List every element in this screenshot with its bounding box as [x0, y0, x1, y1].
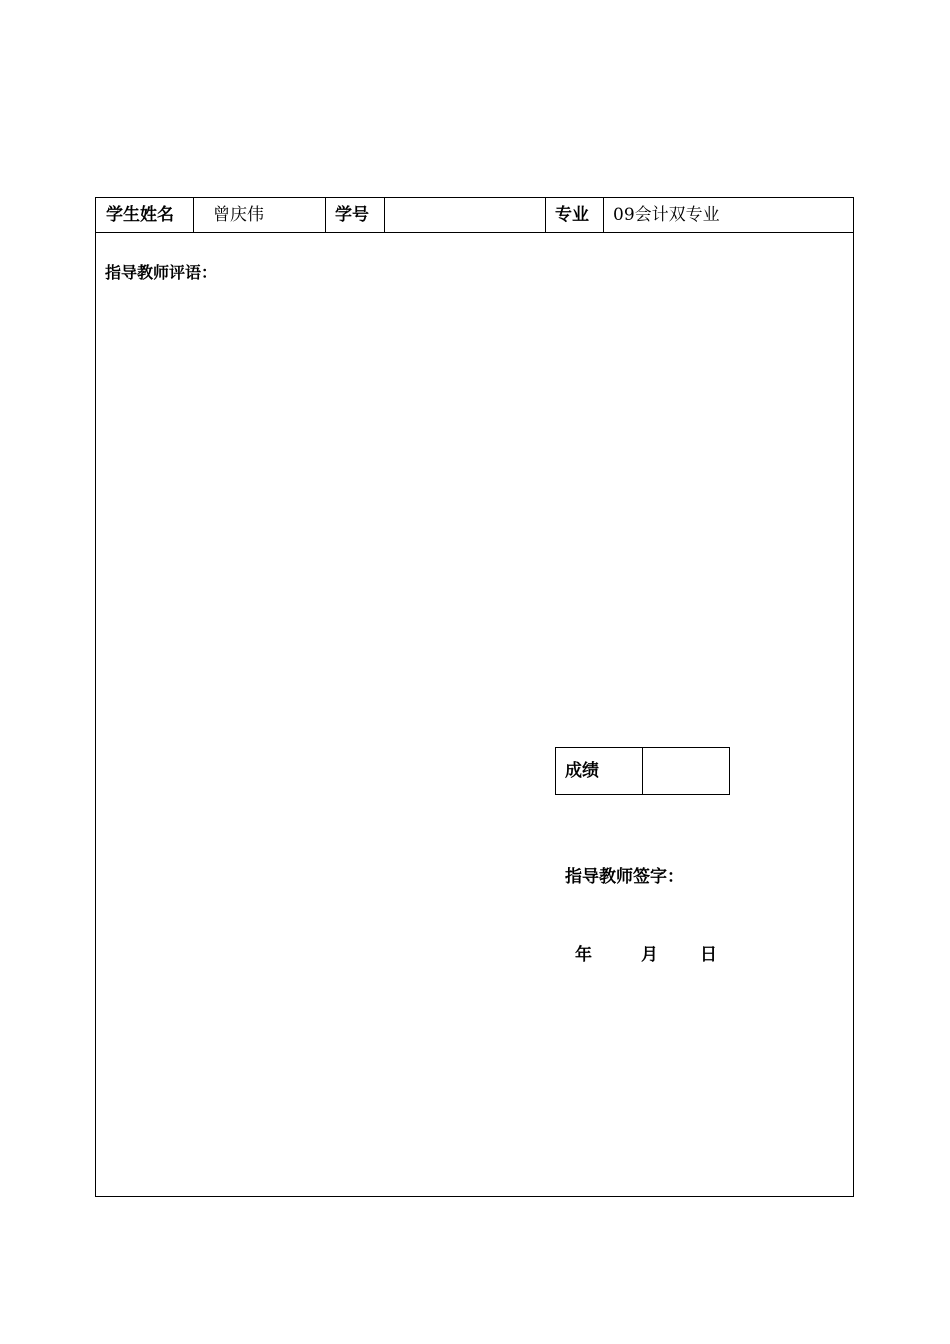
student-id-label: 学号	[335, 205, 369, 225]
student-id-value	[394, 198, 544, 232]
cell-divider	[325, 198, 326, 232]
date-month-label: 月	[641, 945, 658, 965]
advisor-comment-label: 指导教师评语：	[105, 263, 218, 282]
student-name-label: 学生姓名	[106, 205, 174, 225]
date-day-label: 日	[700, 945, 717, 965]
advisor-signature-label: 指导教师签字：	[565, 867, 684, 887]
student-info-row	[96, 198, 853, 233]
score-value	[643, 748, 729, 794]
student-name-value: 曾庆伟	[213, 205, 264, 225]
cell-divider	[193, 198, 194, 232]
evaluation-form	[95, 197, 854, 1197]
cell-divider	[384, 198, 385, 232]
score-label: 成绩	[565, 761, 599, 781]
major-label: 专业	[555, 205, 589, 225]
date-year-label: 年	[575, 945, 592, 965]
cell-divider	[603, 198, 604, 232]
cell-divider	[545, 198, 546, 232]
score-box	[555, 747, 730, 795]
major-value: 09会计双专业	[613, 205, 720, 225]
